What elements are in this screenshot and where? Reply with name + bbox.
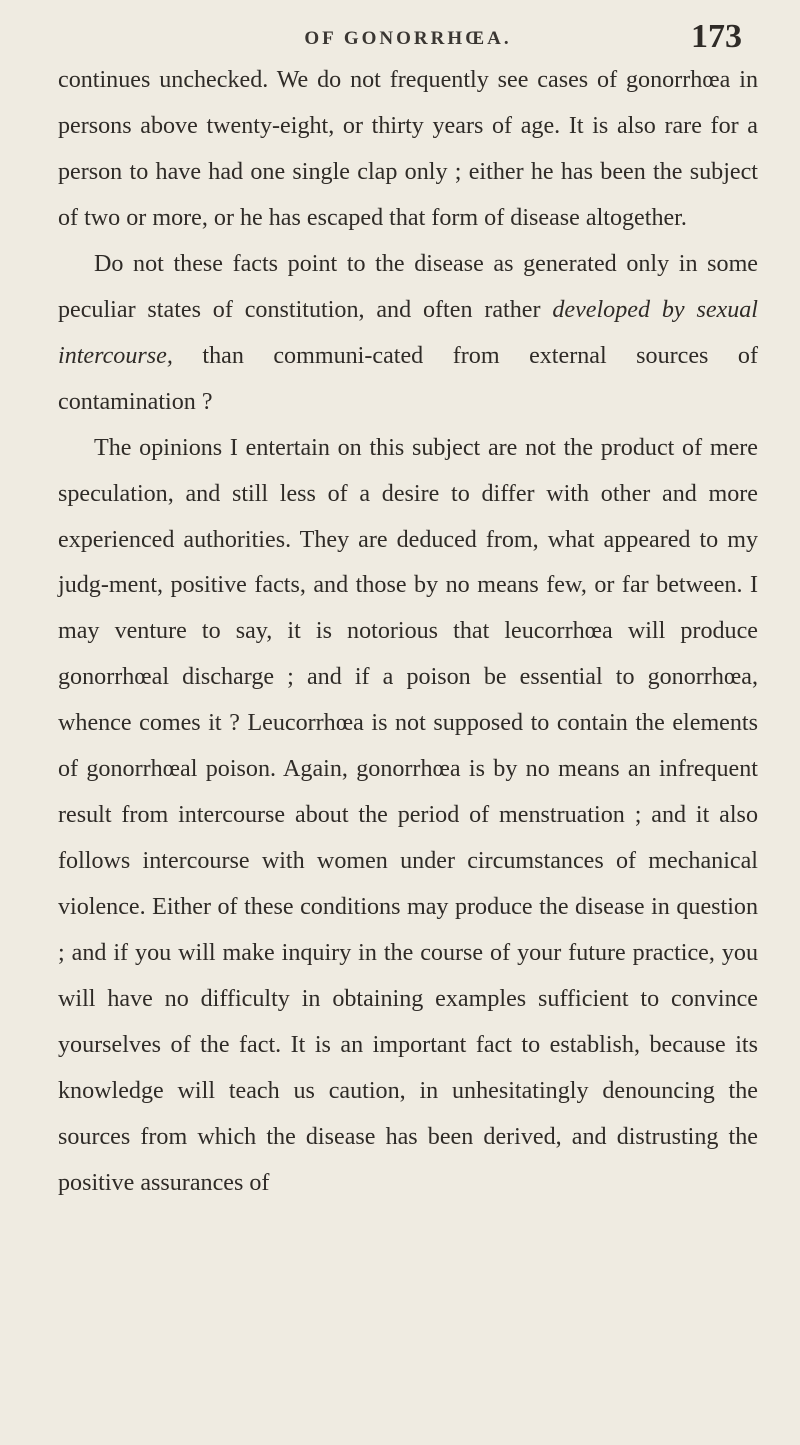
- body-text: [58, 58, 758, 1207]
- paragraph-1: [58, 58, 758, 242]
- paragraph-2-italic: developed by sexual intercourse,: [58, 296, 758, 369]
- running-title: OF GONORRHŒA.: [304, 28, 512, 49]
- paragraph-2: [58, 242, 758, 426]
- paragraph-1-text: continues unchecked. We do not frequently see cases of gonorrhœa in persons above twenty-eight, or thirty years of age. It is also rare for a person to have had one single clap only ; either he has been the subject of two or more, or he has escaped that form of disease altogether.: [58, 67, 758, 231]
- running-head: [58, 18, 758, 55]
- page-number: 173: [691, 18, 742, 55]
- paragraph-3: [58, 426, 758, 1207]
- paragraph-3-text: The opinions I entertain on this subject are not the product of mere speculation, and still less of a desire to differ with other and more experienced authorities. They are deduced from, what appeared to my judg-ment, positive facts, and those by no means few, or far between. I may venture to say, it is notorious that leucorrhœa will produce gonorrhœal discharge ; and if a poison be essential to gonorrhœa, whence comes it ? Leucorrhœa is not supposed to contain the elements of gonorrhœal poison. Again, gonorrhœa is by no means an infrequent result from intercourse about the period of menstruation ; and it also follows intercourse with women under circumstances of mechanical violence. Either of these conditions may produce the disease in question ; and if you will make inquiry in the course of your future practice, you will have no difficulty in obtaining examples sufficient to convince yourselves of the fact. It is an important fact to establish, because its knowledge will teach us caution, in unhesitatingly denouncing the sources from which the disease has been derived, and distrusting the positive assurances of: [58, 434, 758, 1196]
- paragraph-2-text-before: Do not these facts point to the disease as generated only in some peculiar states of constitution, and often rather: [58, 250, 758, 323]
- paragraph-2-text-after: than communi-cated from external sources of contamination ?: [58, 342, 758, 415]
